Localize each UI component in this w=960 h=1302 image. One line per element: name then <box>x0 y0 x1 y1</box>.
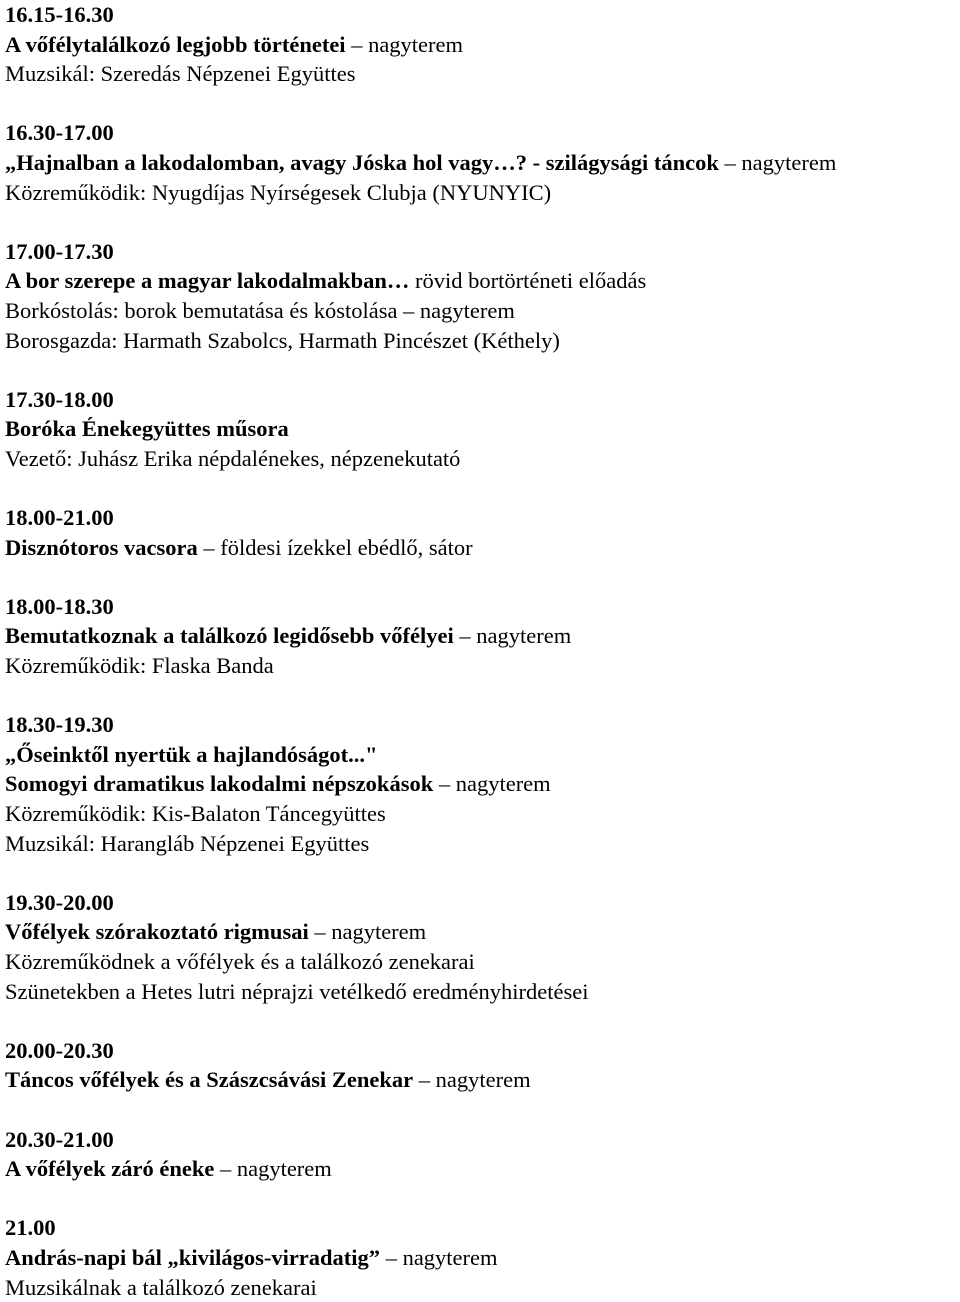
event-heading <box>5 1065 955 1095</box>
event-block <box>5 237 955 355</box>
event-title: Somogyi dramatikus lakodalmi népszokások <box>5 771 434 797</box>
event-note: Közreműködik: Flaska Banda <box>5 653 274 679</box>
event-time: 20.30-21.00 <box>5 1126 114 1152</box>
event-time: 17.00-17.30 <box>5 238 114 264</box>
event-block <box>5 503 955 562</box>
event-location: nagyterem <box>368 31 464 57</box>
dash-separator: – <box>459 623 471 649</box>
event-heading <box>5 533 955 563</box>
event-location: nagyterem <box>741 149 837 175</box>
event-heading <box>5 266 955 296</box>
event-block <box>5 888 955 1006</box>
event-title: András-napi bál „kivilágos-virradatig” <box>5 1244 381 1270</box>
event-title: Bemutatkoznak a találkozó legidősebb vőfélyei <box>5 623 454 649</box>
dash-separator: – <box>351 31 363 57</box>
event-location: földesi ízekkel ebédlő, sátor <box>220 534 473 560</box>
event-heading <box>5 1243 955 1273</box>
event-location: nagyterem <box>455 771 551 797</box>
event-heading <box>5 1154 955 1184</box>
event-time: 18.00-18.30 <box>5 593 114 619</box>
event-block <box>5 1213 955 1302</box>
event-note: Vezető: Juhász Erika népdalénekes, népzenekutató <box>5 445 461 471</box>
event-title: A bor szerepe a magyar lakodalmakban… <box>5 268 410 294</box>
event-note: Muzsikál: Szeredás Népzenei Együttes <box>5 61 356 87</box>
dash-separator: – <box>203 534 215 560</box>
event-note: Muzsikálnak a találkozó zenekarai <box>5 1274 317 1300</box>
event-time: 18.30-19.30 <box>5 712 114 738</box>
event-title: Vőfélyek szórakoztató rigmusai <box>5 919 309 945</box>
event-note: Szünetekben a Hetes lutri néprajzi vetélkedő eredményhirdetései <box>5 978 589 1004</box>
event-time: 20.00-20.30 <box>5 1037 114 1063</box>
event-heading <box>5 917 955 947</box>
event-title-pre: „Őseinktől nyertük a hajlandóságot..." <box>5 741 378 767</box>
dash-separator: – <box>219 1156 232 1182</box>
event-block <box>5 1125 955 1184</box>
event-time: 17.30-18.00 <box>5 386 114 412</box>
dash-separator: – <box>314 919 326 945</box>
event-location: nagyterem <box>236 1156 332 1182</box>
event-block <box>5 592 955 681</box>
event-title: Boróka Énekegyüttes műsora <box>5 416 289 442</box>
event-note: Muzsikál: Harangláb Népzenei Együttes <box>5 830 370 856</box>
event-title: A vőfélyek záró éneke <box>5 1156 215 1182</box>
event-note: Közreműködnek a vőfélyek és a találkozó zenekarai <box>5 949 475 974</box>
event-note: Közreműködik: Kis-Balaton Táncegyüttes <box>5 801 386 827</box>
event-title: „Hajnalban a lakodalomban, avagy Jóska hol vagy…? - szilágysági táncok <box>5 149 719 175</box>
dash-separator: – <box>418 1067 430 1093</box>
event-title: Táncos vőfélyek és a Szászcsávási Zenekar <box>5 1067 414 1093</box>
event-heading <box>5 621 955 651</box>
dash-separator: – <box>724 149 736 175</box>
event-title: Disznótoros vacsora <box>5 534 198 560</box>
event-heading <box>5 30 955 60</box>
event-title-suffix: rövid bortörténeti előadás <box>415 268 647 294</box>
event-block <box>5 1036 955 1095</box>
event-heading <box>5 148 955 178</box>
event-note: Borosgazda: Harmath Szabolcs, Harmath Pincészet (Kéthely) <box>5 327 560 353</box>
event-block <box>5 710 955 858</box>
event-heading <box>5 769 955 799</box>
event-location: nagyterem <box>402 1244 498 1270</box>
event-block <box>5 385 955 474</box>
program-schedule <box>5 0 955 1302</box>
event-block <box>5 118 955 207</box>
event-location: nagyterem <box>435 1067 531 1093</box>
event-time: 16.15-16.30 <box>5 2 114 27</box>
event-time: 21.00 <box>5 1215 56 1241</box>
dash-separator: – <box>438 771 451 797</box>
event-note: Közreműködik: Nyugdíjas Nyírségesek Clubja (NYUNYIC) <box>5 179 552 205</box>
event-title: A vőfélytalálkozó legjobb történetei <box>5 31 346 57</box>
dash-separator: – <box>385 1244 397 1270</box>
event-location: nagyterem <box>331 919 427 945</box>
event-block <box>5 0 955 89</box>
event-time: 18.00-21.00 <box>5 505 114 531</box>
event-note: Borkóstolás: borok bemutatása és kóstolása – nagyterem <box>5 297 515 323</box>
event-location: nagyterem <box>476 623 572 649</box>
event-time: 16.30-17.00 <box>5 120 114 146</box>
event-time: 19.30-20.00 <box>5 889 114 915</box>
